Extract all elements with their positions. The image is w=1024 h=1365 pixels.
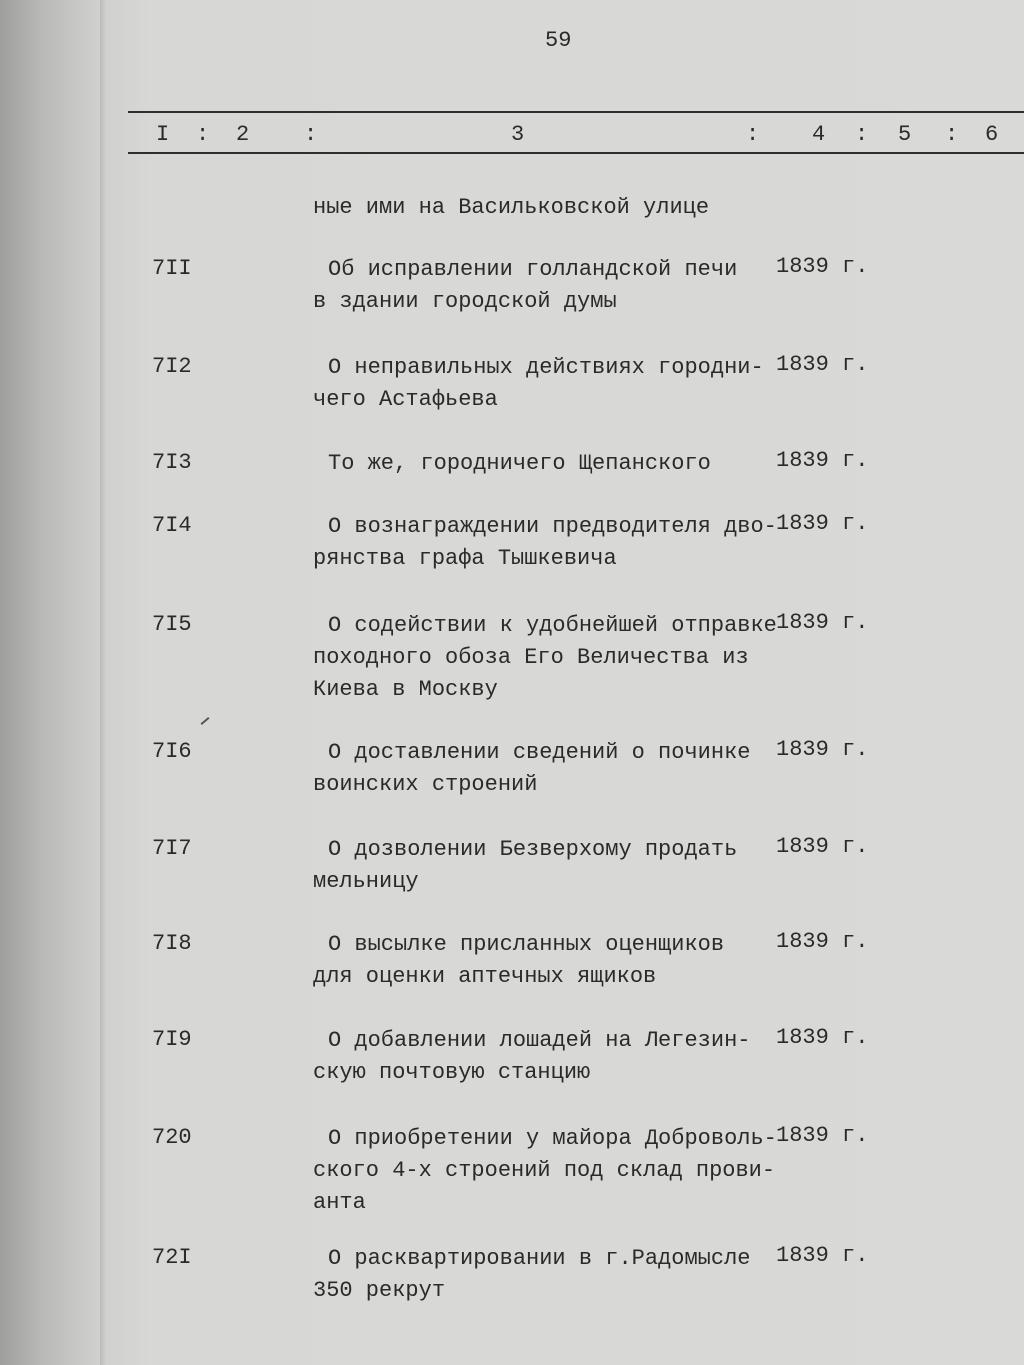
entry-description	[313, 1025, 750, 1089]
entry-line: О дозволении Безверхому продать	[328, 837, 738, 862]
entry-year: 1839 г.	[776, 929, 869, 954]
entry-number: 7I3	[152, 450, 192, 475]
entry-line: походного обоза Его Величества из	[313, 645, 749, 670]
column-separator: :	[945, 122, 959, 147]
entry-year: 1839 г.	[776, 448, 869, 473]
entry-number: 7I4	[152, 513, 192, 538]
entry-line: Киева в Москву	[313, 677, 498, 702]
entry-year: 1839 г.	[776, 610, 869, 635]
column-separator: :	[196, 122, 210, 147]
entry-description	[313, 929, 724, 993]
header-rule-top	[128, 111, 1024, 113]
entry-year: 1839 г.	[776, 1025, 869, 1050]
entry-line: О содействии к удобнейшей отправке	[328, 613, 777, 638]
entry-year: 1839 г.	[776, 1123, 869, 1148]
entry-description	[313, 254, 737, 318]
entry-line: в здании городской думы	[313, 289, 617, 314]
entry-number: 7I5	[152, 612, 192, 637]
entry-number: 72I	[152, 1245, 192, 1270]
entry-line: для оценки аптечных ящиков	[313, 964, 657, 989]
entry-description	[313, 1243, 750, 1307]
entry-line: чего Астафьева	[313, 387, 498, 412]
header-rule-bottom	[128, 152, 1024, 154]
column-header-5: 5	[898, 122, 912, 147]
entry-description	[313, 352, 764, 416]
column-header-2: 2	[236, 122, 250, 147]
entry-description	[313, 834, 737, 898]
entry-line: рянства графа Тышкевича	[313, 546, 617, 571]
column-header-1: I	[156, 122, 170, 147]
entry-year: 1839 г.	[776, 737, 869, 762]
entry-line: мельницу	[313, 869, 419, 894]
entry-year: 1839 г.	[776, 1243, 869, 1268]
entry-line: О добавлении лошадей на Легезин-	[328, 1028, 751, 1053]
entry-line: 350 рекрут	[313, 1278, 446, 1303]
entry-year: 1839 г.	[776, 511, 869, 536]
column-header-3: 3	[511, 122, 525, 147]
entry-line: О доставлении сведений о починке	[328, 740, 751, 765]
entry-line: О высылке присланных оценщиков	[328, 932, 725, 957]
entry-line: Об исправлении голландской печи	[328, 257, 738, 282]
column-header-6: 6	[985, 122, 999, 147]
column-header-4: 4	[812, 122, 826, 147]
entry-number: 7I6	[152, 739, 192, 764]
column-separator: :	[304, 122, 318, 147]
page-number: 59	[545, 28, 572, 53]
entry-line: О приобретении у майора Доброволь-	[328, 1126, 777, 1151]
entry-line: анта	[313, 1190, 366, 1215]
entry-description	[313, 511, 777, 575]
entry-description	[313, 737, 750, 801]
entry-number: 720	[152, 1125, 192, 1150]
entry-year: 1839 г.	[776, 834, 869, 859]
entry-line: То же, городничего Щепанского	[328, 451, 711, 476]
continued-text-fragment: ные ими на Васильковской улице	[313, 195, 710, 220]
column-separator: :	[746, 122, 760, 147]
entry-number: 7I2	[152, 354, 192, 379]
entry-description	[313, 610, 777, 706]
column-separator: :	[855, 122, 869, 147]
entry-number: 7II	[152, 256, 192, 281]
entry-line: О неправильных действиях городни-	[328, 355, 764, 380]
page-fold-shadow	[100, 0, 106, 1365]
entry-line: О расквартировании в г.Радомысле	[328, 1246, 751, 1271]
entry-line: О вознаграждении предводителя дво-	[328, 514, 777, 539]
entry-number: 7I7	[152, 836, 192, 861]
entry-line: скую почтовую станцию	[313, 1060, 591, 1085]
entry-number: 7I9	[152, 1027, 192, 1052]
entry-description	[313, 1123, 777, 1219]
entry-number: 7I8	[152, 931, 192, 956]
entry-year: 1839 г.	[776, 254, 869, 279]
entry-description	[313, 448, 711, 480]
entry-year: 1839 г.	[776, 352, 869, 377]
entry-line: воинских строений	[313, 772, 538, 797]
entry-line: ского 4-х строений под склад прови-	[313, 1158, 776, 1183]
